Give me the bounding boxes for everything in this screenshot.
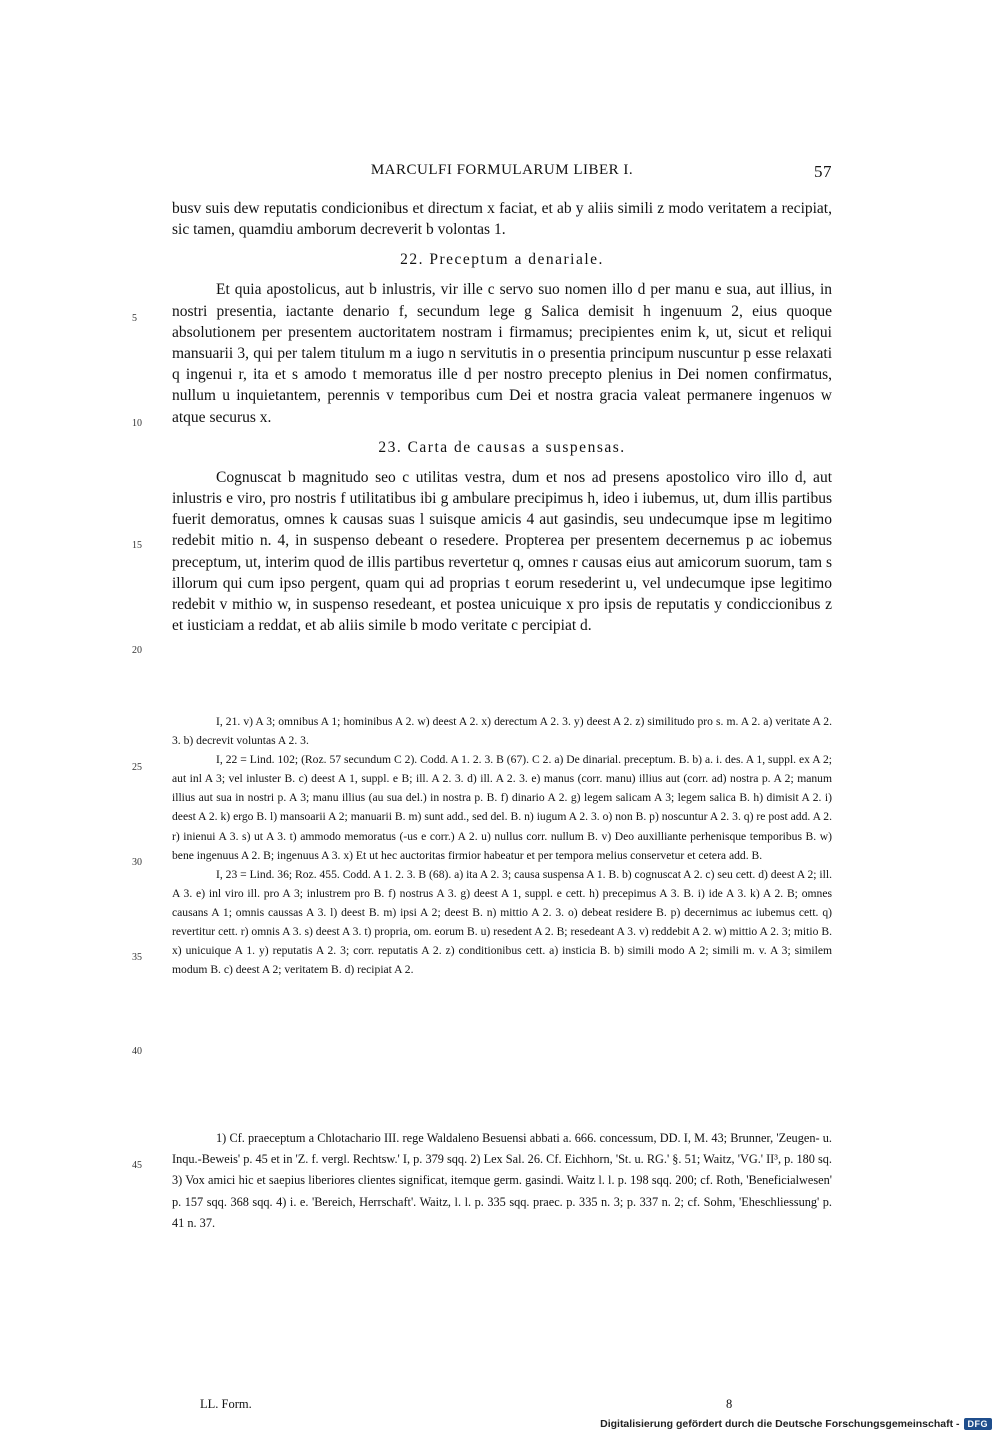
apparatus-entry-22: I, 22 = Lind. 102; (Roz. 57 secundum C 2). Codd. A 1. 2. 3. B (67). C 2. a) De dinarial. preceptum. B. b) a. i. des. A 1, suppl. ex A 2; aut inl A 3; vel inluster B. c) deest A 1, suppl. e B; ill. A 2. 3. d) ill. A 2. 3. e) manus (corr. manu) illius aut (corr. ad) nostra p. A 2; manum illius aut sua in nostri p. A 3; manu illius (au sua del.) in nostra p. B. f) dinario A 2. g) legem salicam A 3; legem salica B. h) dimisit A 2. i) deest A 2. k) ergo B. l) mansoarii A 2; manuarii B. m) sunt add., sed del. B. n) iugum A 2. 3. o) non B. p) noscuntur A 2. 3. q) re post add. A 2. r) inienui A 3. s) ut A 3. t) ammodo memoratus (-us e corr.) A 2. u) nullus corr. nullum B. v) Deo auxilliante perhenisque temporibus B. w) bene ingenuus A 2. B; ingenuus A 3. x) Et ut hec auctoritas firmior habeatur et per tempora melius conservetur et cetera add. B.	[172, 753, 832, 862]
funding-text: Digitalisierung gefördert durch die Deutsche Forschungsgemeinschaft -	[600, 1418, 960, 1430]
section-22-text: Et quia apostolicus, aut b inlustris, vir ille c servo suo nomen illo d per manu e sua, aut illius, in nostri presentia, iactante denario f, secundum lege g Salica demisit h ingenuum 2, eius quoque absolutionem per presentem auctoritatem nostram i firmamus; precipientes enim k, ut, sicut et reliqui mansuarii 3, qui per talem titulum m a iugo n servitutis in o presentia principum nuscuntur p esse relaxati q ingenui r, ita et s amodo t memoratus ille d per nostro precepto plenius in Dei nomen confirmatus, nullum u inquietantem, perennis v temporibus cum Dei et nostra gracia valeat permanere ingenuos w atque securus x.	[172, 281, 832, 426]
line-number: 30	[132, 857, 142, 868]
running-header	[172, 162, 832, 184]
line-number: 20	[132, 645, 142, 656]
funding-footer	[600, 1416, 992, 1432]
section-23-text: Cognuscat b magnitudo seo c utilitas vestra, dum et nos ad presens apostolico viro illo d, aut inlustris e viro, pro nostris f utilitatibus ibi g ambulare precipimus h, ideo i iubemus, ut, dum illis partibus fuerit demoratus, omnes k causas suas l suisque amicis 4 aut gasindis, seu undecumque ipse m legitimo redebit mitio n. 4, in suspenso debeant o resedere. Propterea per presentem decernemus p ac iobemus preceptum, ut, interim quod de illis partibus revertetur q, omnes r causas eius aut amicorum suorum, tam s illorum qui cum ipso pergent, quam qui ad proprias t eorum resederint u, vel undecumque ipse legitimo redebit v mithio w, in suspenso resedeant, et postea unicuique x pro ipsis de reputatis y condiccionibus z et iusticiam a reddat, et ab aliis simile b modo veritate c percipiat d.	[172, 468, 832, 635]
signature-sheet: 8	[726, 1397, 733, 1411]
section-23-heading: 23. Carta de causas a suspensas.	[378, 438, 626, 456]
line-number: 10	[132, 418, 142, 429]
page-number: 57	[814, 162, 832, 181]
line-number: 35	[132, 952, 142, 963]
main-text	[172, 198, 832, 636]
line-number: 25	[132, 762, 142, 773]
apparatus-entry-23: I, 23 = Lind. 36; Roz. 455. Codd. A 1. 2. 3. B (68). a) ita A 2. 3; causa suspensa A 1. B. b) cognuscat A 2. c) seu cett. d) deest A 2; ill. A 3. e) inl viro ill. pro A 3; inlustrem pro B. f) nostrus A 3. g) deest A 1, suppl. e cett. h) precepimus A 3. B. i) ide A 3. k) A 2. B; omnes causans A 1; omnis caussas A 3. l) deest B. m) ipsi A 2; deest B. n) mittio A 2. 3. o) debeat residere B. p) decernimus ac iubemus cett. q) revertitur cett. r) omnis A 3. s) deest A 3. t) propria, om. eorum B. u) resedent A 2. B; resedeant A 3. v) reddebit A 2. w) mittio A 2. 3; mitio B. x) unicuique A 1. y) reputatis A 2. 3; corr. reputatis A 2. z) conditionibus cett. a) insticia B. b) simili modo A 2; simili m. v. A 3; similem modum B. c) deest A 2; veritatem B. d) recipiat A 2.	[172, 867, 832, 977]
section-22-heading: 22. Preceptum a denariale.	[400, 251, 604, 269]
line-number: 40	[132, 1046, 142, 1057]
dfg-logo-icon: DFG	[964, 1418, 993, 1430]
continuation-paragraph: busv suis dew reputatis condicionibus et directum x faciat, et ab y aliis simili z modo veritatem a recipiat, sic tamen, quamdiu amborum decreverit b volontas 1.	[172, 200, 832, 239]
footnotes	[172, 1128, 832, 1234]
apparatus-entry-21: I, 21. v) A 3; omnibus A 1; hominibus A 2. w) deest A 2. x) derectum A 2. 3. y) deest A 2. z) similitudo pro s. m. A 2. a) veritate A 2. 3. b) decrevit voluntas A 2. 3.	[172, 715, 832, 748]
footnotes-text: 1) Cf. praeceptum a Chlotachario III. rege Waldaleno Besuensi abbati a. 666. concessum, DD. I, M. 43; Brunner, 'Zeugen- u. Inqu.-Beweis' p. 45 et in 'Z. f. vergl. Rechtsw.' I, p. 379 sqq. 2) Lex Sal. 26. Cf. Eichhorn, 'St. u. RG.' §. 51; Waitz, 'VG.' II³, p. 180 sq. 3) Vox amici hic et saepius liberiores clientes significat, itemque germ. gasindi. Waitz l. l. p. 198 sqq. 200; cf. Roth, 'Beneficialwesen' p. 157 sqq. 368 sqq. 4) i. e. 'Bereich, Herrschaft'. Waitz, l. l. p. 335 sqq. praec. p. 335 n. 3; p. 337 n. 2; cf. Sohm, 'Eheschliessung' p. 41 n. 37.	[172, 1131, 832, 1230]
line-number: 5	[132, 313, 137, 324]
line-number: 15	[132, 540, 142, 551]
signature-series: LL. Form.	[200, 1397, 252, 1411]
running-title: MARCULFI FORMULARUM LIBER I.	[370, 162, 634, 178]
line-number: 45	[132, 1160, 142, 1171]
critical-apparatus	[172, 712, 832, 979]
